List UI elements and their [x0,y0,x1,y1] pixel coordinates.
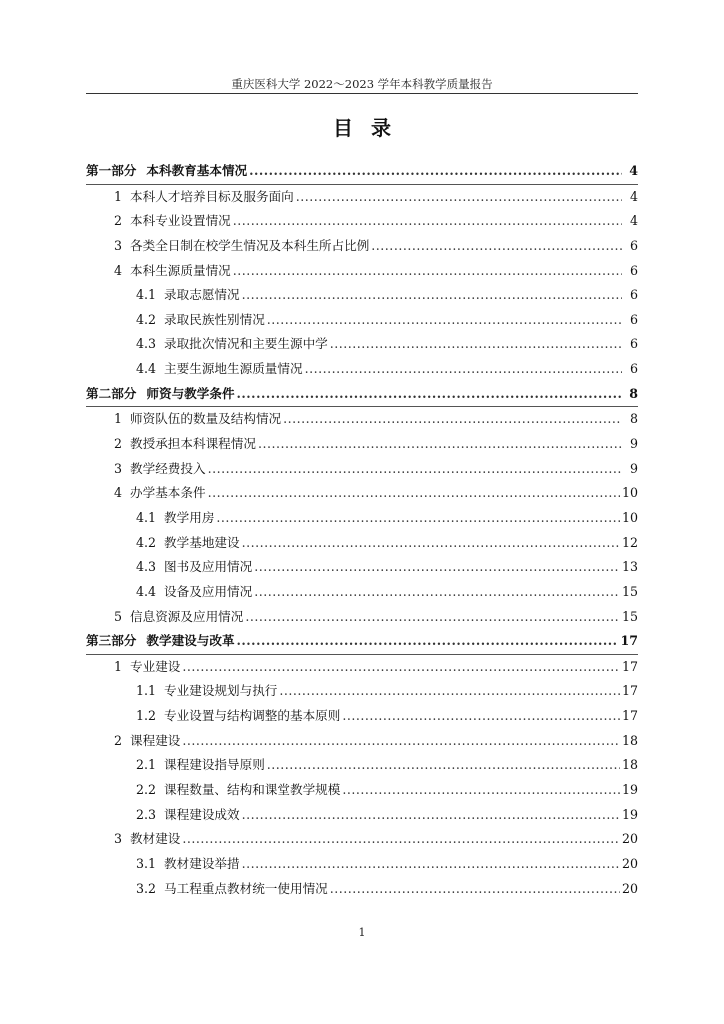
toc-dot-leader [208,457,622,482]
toc-entry[interactable] [86,655,638,680]
toc-entry-number: 1 [114,658,123,674]
toc-entry-label: 课程数量、结构和课堂教学规模 [164,782,341,798]
toc-entry-label: 马工程重点教材统一使用情况 [164,880,328,896]
toc-entry-number: 4.3 [136,336,157,352]
toc-entry-number: 3.1 [136,855,157,871]
toc-entry-label: 本科生源质量情况 [130,262,231,278]
toc-dot-leader [242,531,620,556]
toc-dot-leader [216,506,620,531]
toc-dot-leader [237,382,622,407]
toc-entry[interactable] [86,234,638,259]
toc-dot-leader [254,555,620,580]
toc-entry-number: 2 [114,732,123,748]
toc-dot-leader [330,332,622,357]
toc-entry[interactable] [86,555,638,580]
toc-entry-number: 3.2 [136,880,157,896]
toc-dot-leader [208,481,620,506]
toc-entry-label: 录取批次情况和主要生源中学 [164,336,328,352]
toc-entry[interactable] [86,332,638,357]
toc-entry-page: 20 [621,831,638,847]
toc-entry-number: 3 [114,460,123,476]
toc-entry[interactable] [86,852,638,877]
toc-dot-leader [249,159,622,184]
toc-dot-leader [242,283,622,308]
toc-entry-number: 4.1 [136,287,157,303]
toc-entry-number: 2.3 [136,806,157,822]
toc-dot-leader [258,432,622,457]
toc-entry-number: 1 [114,188,123,204]
toc-entry-page: 10 [621,509,638,525]
toc-entry-label: 教学基地建设 [164,534,240,550]
toc-entry[interactable] [86,531,638,556]
toc-entry-label: 主要生源地生源质量情况 [164,361,303,377]
toc-entry-page: 15 [621,583,638,599]
toc-entry-page: 6 [629,287,638,303]
toc-entry[interactable] [86,679,638,704]
toc-entry-page: 6 [629,336,638,352]
toc-entry-number: 2.1 [136,757,157,773]
toc-entry-page: 4 [629,213,638,229]
toc-entry[interactable] [86,877,638,902]
toc-entry[interactable] [86,580,638,605]
toc-dot-leader [242,803,620,828]
toc-entry[interactable] [86,185,638,210]
toc-entry-page: 18 [621,757,638,773]
toc-entry-page: 9 [629,460,638,476]
toc-dot-leader [342,778,620,803]
toc-entry-label: 专业设置与结构调整的基本原则 [164,708,341,724]
toc-entry-number: 2 [114,213,123,229]
toc-entry-page: 9 [629,436,638,452]
toc-entry-page: 6 [629,262,638,278]
toc-entry[interactable] [86,506,638,531]
toc-entry[interactable] [86,407,638,432]
toc-entry[interactable] [86,209,638,234]
toc-entry-number: 4.2 [136,534,157,550]
toc-entry-page: 17 [621,708,638,724]
toc-dot-leader [296,185,622,210]
toc-entry-page: 6 [629,237,638,253]
toc-entry-label: 本科专业设置情况 [130,213,231,229]
toc-dot-leader [233,259,622,284]
toc-entry-number: 3 [114,237,123,253]
toc-entry[interactable] [86,803,638,828]
page-number: 1 [358,926,366,939]
toc-entry-number: 第三部分 [86,633,137,649]
toc-entry-label: 各类全日制在校学生情况及本科生所占比例 [130,237,370,253]
toc-entry[interactable] [86,357,638,382]
toc-dot-leader [245,605,620,630]
toc-entry-page: 12 [621,534,638,550]
toc-entry-number: 3 [114,831,123,847]
toc-entry-label: 本科教育基本情况 [146,163,248,178]
toc-entry-label: 图书及应用情况 [164,559,253,575]
toc-entry-label: 设备及应用情况 [164,583,253,599]
toc-entry-label: 课程建设指导原则 [164,757,265,773]
toc-entry-label: 专业建设规划与执行 [164,683,278,699]
toc-dot-leader [330,877,620,902]
toc-dot-leader [182,655,620,680]
toc-entry-label: 教授承担本科课程情况 [130,436,256,452]
toc-entry-label: 教学用房 [164,509,215,525]
toc-dot-leader [242,852,620,877]
toc-entry-page: 20 [621,855,638,871]
toc-entry[interactable] [86,432,638,457]
toc-entry[interactable] [86,159,638,185]
toc-entry[interactable] [86,382,638,408]
toc-entry-number: 5 [114,608,123,624]
toc-entry-label: 录取志愿情况 [164,287,240,303]
toc-entry-number: 第二部分 [86,385,137,401]
toc-entry[interactable] [86,259,638,284]
toc-entry-number: 4.4 [136,361,157,377]
toc-entry-page: 18 [621,732,638,748]
toc-entry-page: 8 [629,385,638,401]
table-of-contents [86,159,638,901]
toc-entry-page: 8 [629,411,638,427]
toc-entry[interactable] [86,827,638,852]
toc-entry-page: 19 [621,806,638,822]
toc-entry-number: 4 [114,262,123,278]
toc-entry-page: 17 [621,658,638,674]
header-rule [86,93,638,94]
toc-entry-label: 师资与教学条件 [146,385,235,401]
toc-dot-leader [267,308,622,333]
toc-entry-number: 1.1 [136,683,157,699]
toc-entry-number: 2.2 [136,782,157,798]
toc-entry[interactable] [86,605,638,630]
toc-entry-label: 本科人才培养目标及服务面向 [130,188,294,204]
toc-entry-number: 2 [114,436,123,452]
toc-entry-label: 专业建设 [130,658,181,674]
toc-entry-number: 1.2 [136,708,157,724]
toc-entry-page: 6 [629,361,638,377]
toc-dot-leader [182,827,620,852]
toc-entry[interactable] [86,753,638,778]
toc-dot-leader [371,234,622,259]
toc-entry-number: 第一部分 [86,163,137,178]
toc-entry[interactable] [86,481,638,506]
toc-entry-number: 4.1 [136,509,157,525]
toc-entry-page: 15 [621,608,638,624]
toc-entry-page: 19 [621,782,638,798]
toc-dot-leader [233,209,622,234]
toc-dot-leader [182,729,620,754]
toc-entry-label: 教学建设与改革 [146,633,235,649]
toc-dot-leader [283,407,622,432]
toc-entry-page: 4 [629,188,638,204]
toc-dot-leader [279,679,620,704]
toc-title: 目录 [333,116,409,140]
toc-entry[interactable] [86,308,638,333]
toc-entry[interactable] [86,704,638,729]
toc-entry[interactable] [86,283,638,308]
toc-entry-label: 办学基本条件 [130,485,206,501]
toc-entry-page: 10 [621,485,638,501]
toc-entry-number: 4 [114,485,123,501]
toc-entry-label: 教材建设举措 [164,855,240,871]
toc-entry-label: 录取民族性别情况 [164,311,265,327]
toc-entry-label: 课程建设 [130,732,181,748]
toc-entry[interactable] [86,778,638,803]
toc-entry-number: 4.3 [136,559,157,575]
toc-dot-leader [254,580,620,605]
toc-entry-page: 13 [621,559,638,575]
toc-entry-page: 17 [620,633,638,649]
toc-entry-label: 课程建设成效 [164,806,240,822]
toc-entry-label: 教材建设 [130,831,181,847]
toc-entry-page: 20 [621,880,638,896]
toc-dot-leader [237,629,619,654]
toc-entry-label: 信息资源及应用情况 [130,608,244,624]
toc-entry-page: 4 [629,163,638,178]
page-header: 重庆医科大学 2022～2023 学年本科教学质量报告 [231,77,493,91]
toc-entry[interactable] [86,629,638,655]
toc-entry-label: 教学经费投入 [130,460,206,476]
toc-entry-number: 4.2 [136,311,157,327]
toc-entry-label: 师资队伍的数量及结构情况 [130,411,282,427]
toc-dot-leader [267,753,620,778]
toc-entry-page: 6 [629,311,638,327]
toc-entry-number: 1 [114,411,123,427]
toc-dot-leader [305,357,622,382]
toc-entry-number: 4.4 [136,583,157,599]
toc-dot-leader [342,704,620,729]
toc-entry-page: 17 [621,683,638,699]
toc-entry[interactable] [86,457,638,482]
toc-entry[interactable] [86,729,638,754]
